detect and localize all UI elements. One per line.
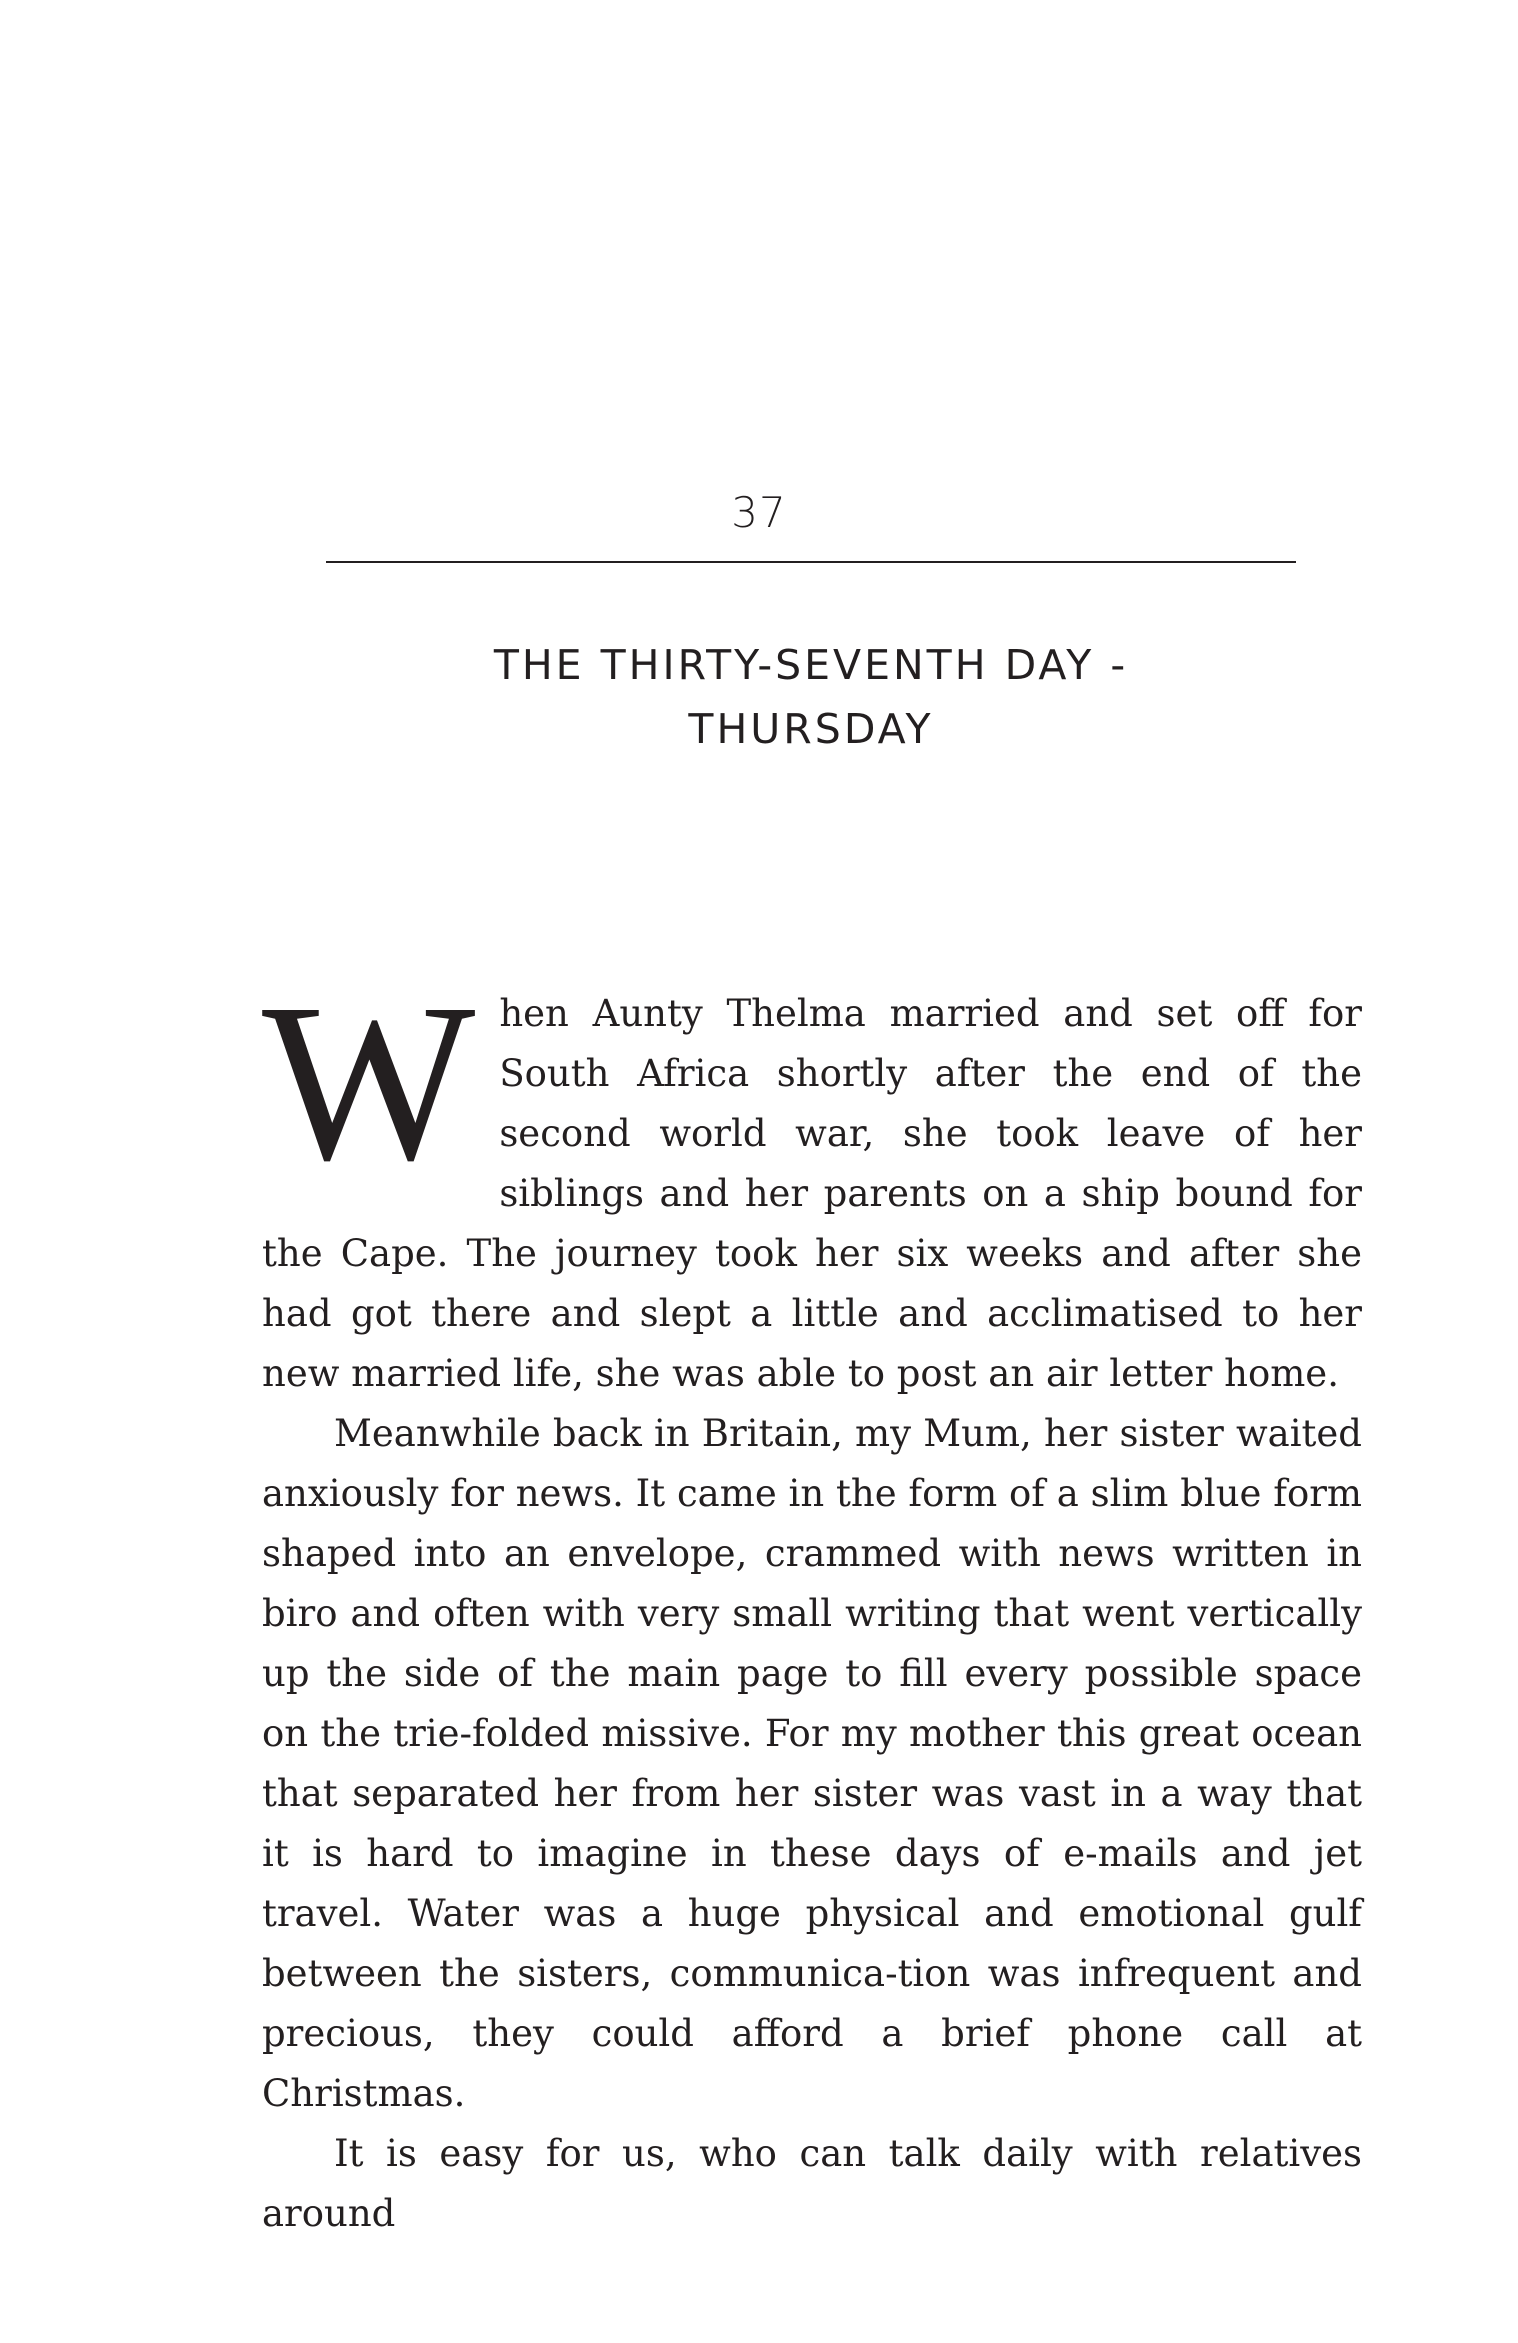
body-text xyxy=(262,957,1362,2244)
paragraph-1 xyxy=(262,957,1362,1404)
paragraph-2: Meanwhile back in Britain, my Mum, her sister waited anxiously for news. It came in the form of a slim blue form shaped into an envelope, crammed with news written in biro and often with very small writing that went vertically up the side of the main page to fill every possible space on the trie-folded missive. For my mother this great ocean that separated her from her sister was vast in a way that it is hard to imagine in these days of e-mails and jet travel. Water was a huge physical and emotional gulf between the sisters, communica-tion was infrequent and precious, they could afford a brief phone call at Christmas. xyxy=(262,1412,1362,2115)
chapter-title-line-2: THURSDAY xyxy=(688,705,934,754)
paragraph-3: It is easy for us, who can talk daily with relatives around xyxy=(262,2132,1362,2235)
chapter-number: 37 xyxy=(731,488,787,537)
chapter-title-line-1: THE THIRTY-SEVENTH DAY - xyxy=(493,641,1129,690)
paragraph-1-text: hen Aunty Thelma married and set off for South Africa shortly after the end of the second world war, she took leave of her siblings and her parents on a ship bound for the Cape. The journey took her six weeks and after she had got there and slept a little and acclimatised to her new married life, she was able to post an air letter home. xyxy=(262,992,1362,1395)
drop-cap: W xyxy=(262,957,476,1207)
chapter-divider xyxy=(326,561,1296,563)
chapter-title xyxy=(326,633,1296,761)
